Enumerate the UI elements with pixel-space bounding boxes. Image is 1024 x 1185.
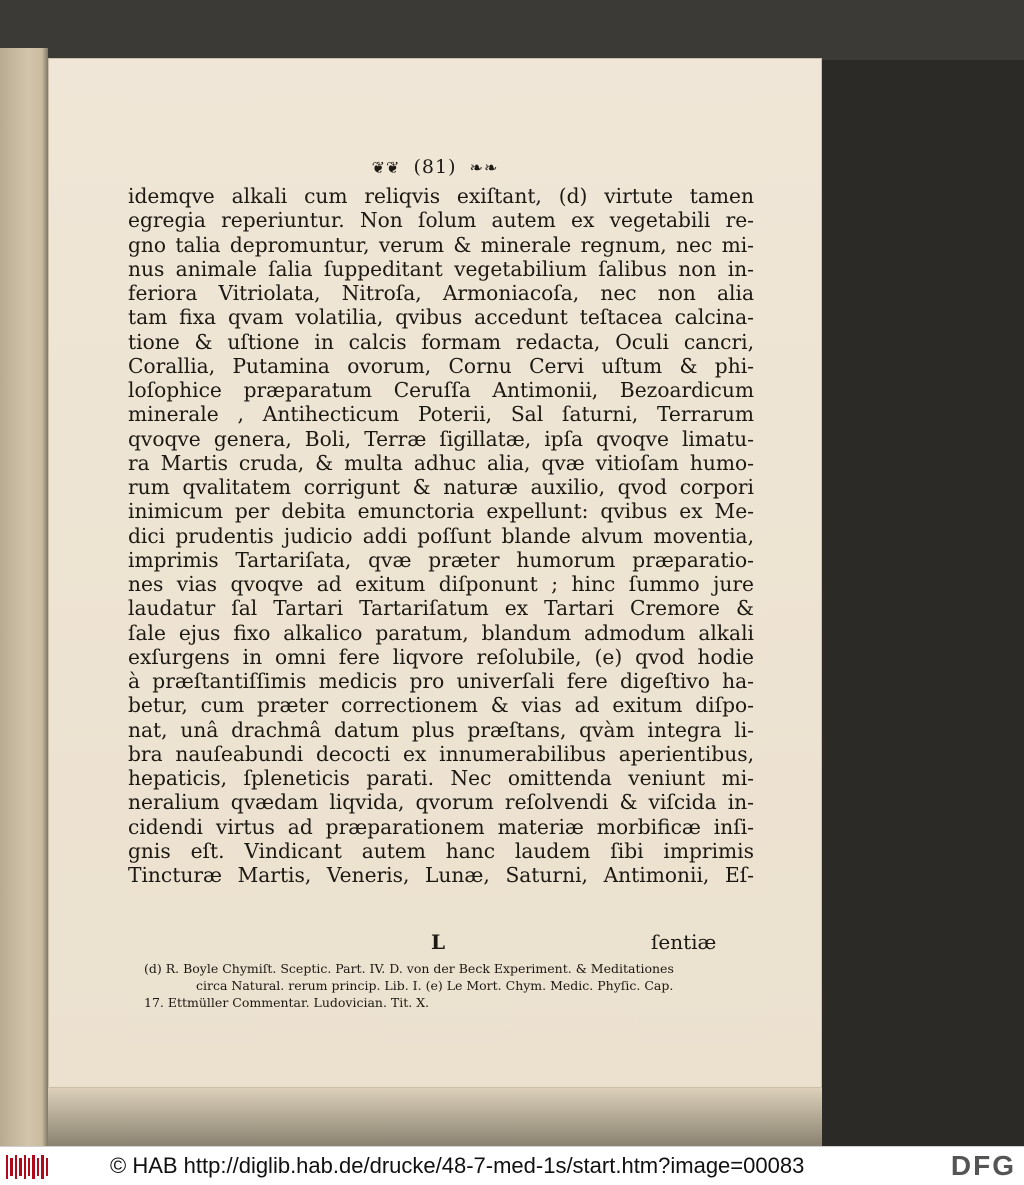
page-header [48,156,822,178]
text-line: bra nauſeabundi decocti ex innumerabilibus aperientibus, [128,741,754,766]
footnote-line: 17. Ettmüller Commentar. Ludovician. Tit. X. [144,995,430,1010]
text-line: tione & uſtione in calcis formam redacta, Oculi cancri, [128,329,754,354]
text-line: exſurgens in omni fere liqvore reſolubile, (e) qvod hodie [128,644,754,669]
text-line: hepaticis, ſpleneticis parati. Nec omittenda veniunt mi- [128,766,754,790]
library-barcode-logo-icon [6,1155,48,1179]
footnote-line: (d) R. Boyle Chymiſt. Sceptic. Part. IV. D. von der Beck Experiment. & Meditationes [144,961,674,976]
copyright-url[interactable]: © HAB http://diglib.hab.de/drucke/48-7-med-1s/start.htm?image=00083 [110,1153,805,1178]
footnotes [144,960,704,1011]
text-line: tam fixa qvam volatilia, qvibus accedunt teſtacea calcina- [128,305,754,330]
footnote-line: circa Natural. rerum princip. Lib. I. (e) Le Mort. Chym. Medic. Phyſic. Cap. [196,978,674,993]
text-line: rum qvalitatem corrigunt & naturæ auxilio, qvod corpori [128,475,754,499]
text-line: dici prudentis judicio addi poſſunt blande alvum moventia, [128,523,754,548]
page-number: (81) [413,156,457,178]
scan-background [820,60,1024,1146]
text-line: ra Martis cruda, & multa adhuc alia, qvæ vitioſam humo- [128,450,754,475]
book-page [48,58,822,1088]
text-line: neralium qvædam liqvida, qvorum reſolvendi & viſcida in- [128,790,754,815]
text-line: gnis eſt. Vindicant autem hanc laudem ſibi imprimis [128,838,754,863]
text-line: betur, cum præter correctionem & vias ad exitum diſpo- [128,693,754,718]
text-line: cidendi virtus ad præparationem materiæ morbificæ inſi- [128,814,754,839]
text-line: egregia reperiuntur. Non ſolum autem ex vegetabili re- [128,208,754,233]
text-line: minerale , Antihecticum Poterii, Sal ſaturni, Terrarum [128,402,754,427]
previous-page-edge [0,48,48,1146]
dfg-logo: DFG [950,1150,1016,1181]
ornament-right-icon: ❧❧ [469,158,499,177]
text-line: nat, unâ drachmâ datum plus præſtans, qvàm integra li- [128,717,754,742]
page-shadow [48,1088,822,1146]
text-line: nus animale ſalia ſuppeditant vegetabilium ſalibus non in- [128,256,754,281]
catchword: ſentiæ [651,930,717,954]
text-line: ſale ejus fixo alkalico paratum, blandum admodum alkali [128,620,754,645]
text-line: loſophice præparatum Ceruſſa Antimonii, Bezoardicum [128,378,754,402]
footer-bar [0,1146,1024,1185]
text-line: inimicum per debita emunctoria expellunt: qvibus ex Me- [128,499,754,524]
signature-mark: L [431,930,446,954]
text-line: Tincturæ Martis, Veneris, Lunæ, Saturni, Antimonii, Eſ- [128,863,754,887]
text-line: à præſtantiſſimis medicis pro univerſali fere digeſtivo ha- [128,669,754,693]
text-line: Corallia, Putamina ovorum, Cornu Cervi uſtum & phi- [128,353,754,378]
body-text [128,184,754,887]
text-line: feriora Vitriolata, Nitroſa, Armoniacoſa, nec non alia [128,281,754,305]
text-line: laudatur ſal Tartari Tartariſatum ex Tartari Cremore & [128,596,754,621]
text-line: nes vias qvoqve ad exitum diſponunt ; hinc ſummo jure [128,572,754,596]
text-line: gno talia depromuntur, verum & minerale regnum, nec mi- [128,232,754,257]
text-line: idemqve alkali cum reliqvis exiſtant, (d) virtute tamen [128,184,754,208]
ornament-left-icon: ❦❦ [371,158,401,177]
text-line: qvoqve genera, Boli, Terræ ſigillatæ, ipſa qvoqve limatu- [128,426,754,451]
text-line: imprimis Tartariſata, qvæ præter humorum præparatio- [128,547,754,572]
